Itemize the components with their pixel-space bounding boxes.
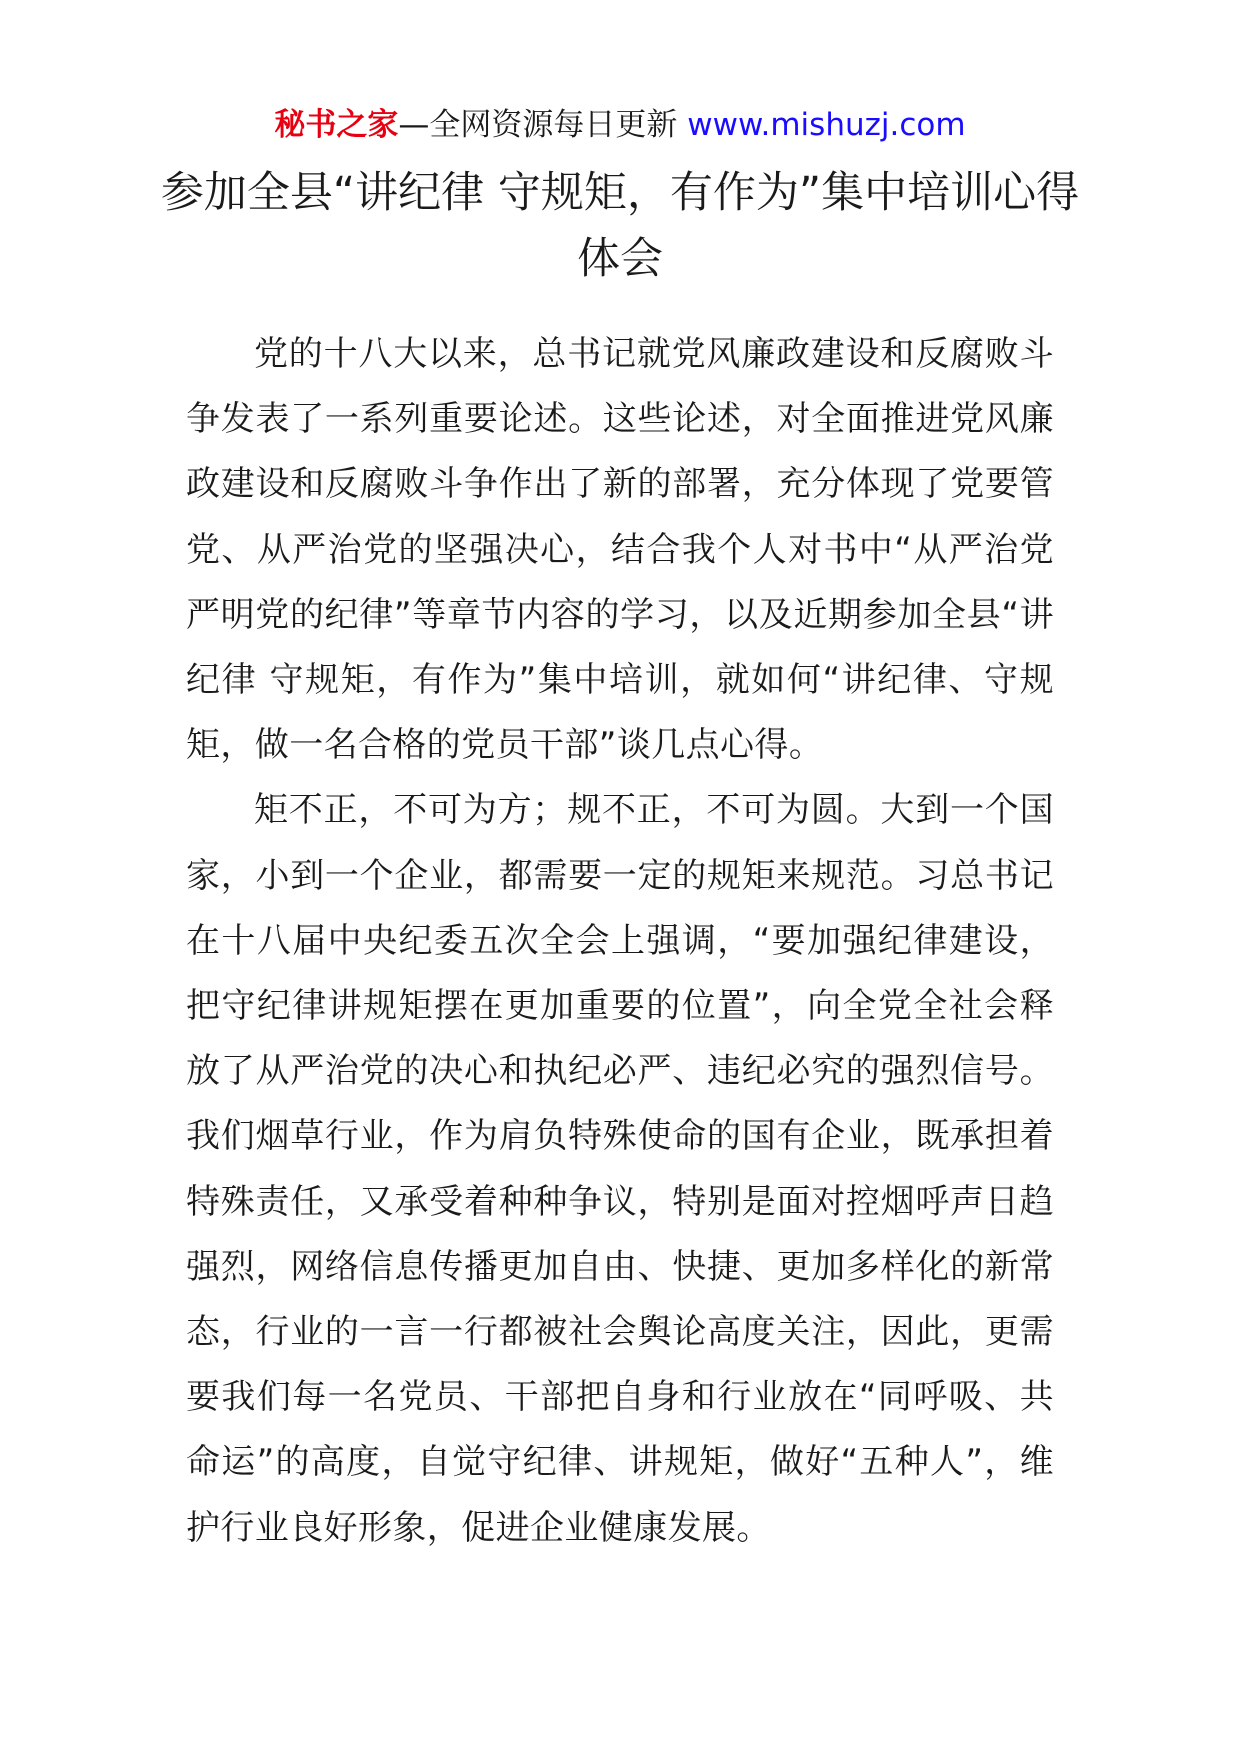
- paragraph-2: 矩不正，不可为方；规不正，不可为圆。大到一个国家，小到一个企业，都需要一定的规矩来规范。习总书记在十八届中央纪委五次全会上强调，“要加强纪律建设，把守纪律讲规矩摆在更加重要的位置”，向全党全社会释放了从严治党的决心和执纪必严、违纪必究的强烈信号。我们烟草行业，作为肩负特殊使命的国有企业，既承担着特殊责任，又承受着种种争议，特别是面对控烟呼声日趋强烈，网络信息传播更加自由、快捷、更加多样化的新常态，行业的一言一行都被社会舆论高度关注，因此，更需要我们每一名党员、干部把自身和行业放在“同呼吸、共命运”的高度，自觉守纪律、讲规矩，做好“五种人”，维护行业良好形象，促进企业健康发展。: [186, 790, 1054, 1548]
- brand-name: 秘书之家: [274, 107, 399, 143]
- paragraph-1: 党的十八大以来，总书记就党风廉政建设和反腐败斗争发表了一系列重要论述。这些论述，对全面推进党风廉政建设和反腐败斗争作出了新的部署，充分体现了党要管党、从严治党的坚强决心，结合我个人对书中“从严治党严明党的纪律”等章节内容的学习，以及近期参加全县“讲纪律 守规矩，有作为”集中培训，就如何“讲纪律、守规矩，做一名合格的党员干部”谈几点心得。: [186, 334, 1054, 766]
- site-url-link[interactable]: www.mishuzj.com: [687, 107, 966, 143]
- header-tagline: —全网资源每日更新: [398, 107, 678, 143]
- document-title: 参加全县“讲纪律 守规矩，有作为”集中培训心得体会: [160, 168, 1080, 284]
- document-body: [186, 322, 1054, 1561]
- site-header: [0, 100, 1240, 150]
